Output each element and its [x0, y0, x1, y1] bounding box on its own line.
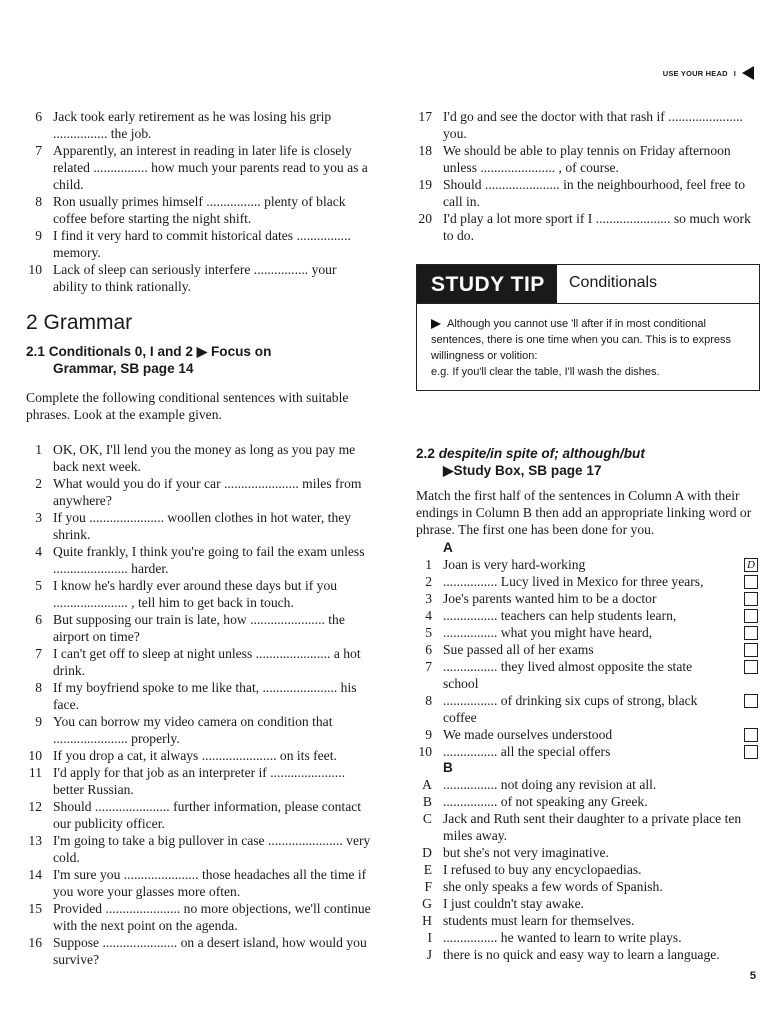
item-number: 4: [35, 544, 42, 559]
item-number: 11: [28, 765, 42, 780]
item-number: 5: [425, 625, 432, 640]
item-number: 7: [35, 646, 42, 661]
exercise-item: [416, 176, 762, 210]
section-2-2: [416, 445, 762, 963]
running-head-separator: I: [733, 68, 736, 78]
item-number: 5: [35, 578, 42, 593]
item-text: ................ he wanted to learn to write plays.: [443, 930, 682, 945]
item-number: 1: [35, 442, 42, 457]
item-number: 3: [35, 510, 42, 525]
answer-box[interactable]: [744, 660, 758, 674]
subsection-number: 2.2: [416, 446, 435, 461]
item-number: C: [422, 811, 432, 826]
exercise-item: [26, 475, 371, 509]
item-text: We made ourselves understood: [443, 727, 613, 742]
study-tip-example: e.g. If you'll clear the table, I'll wash the dishes.: [431, 366, 660, 378]
item-number: 8: [425, 693, 432, 708]
item-text: I'd apply for that job as an interpreter if ...................... better Russian.: [53, 765, 345, 797]
exercise-item: [26, 261, 371, 295]
subsection-title: Conditionals 0, I and 2 ▶ Focus on: [48, 344, 272, 359]
column-a-item: [416, 590, 762, 607]
item-text: she only speaks a few words of Spanish.: [443, 879, 663, 894]
item-text: I just couldn't stay awake.: [443, 896, 584, 911]
item-number: 8: [35, 194, 42, 209]
item-number: 6: [425, 642, 432, 657]
exercise-item: [26, 227, 371, 261]
column-b-item: [416, 844, 762, 861]
column-b-item: [416, 793, 762, 810]
study-tip-label: STUDY TIP: [417, 265, 557, 303]
column-a-item: [416, 658, 762, 692]
item-number: 1: [425, 557, 432, 572]
item-number: 4: [425, 608, 432, 623]
item-text: Joan is very hard-working: [443, 557, 586, 572]
item-text: If you drop a cat, it always ...................... on its feet.: [53, 748, 337, 763]
item-text: If you ...................... woollen clothes in hot water, they shrink.: [53, 510, 352, 542]
exercise-item: [26, 142, 371, 193]
item-number: 7: [425, 659, 432, 674]
item-number: F: [424, 879, 432, 894]
continued-exercise-list: [26, 108, 371, 295]
column-b-item: [416, 861, 762, 878]
column-b-item: [416, 776, 762, 793]
column-b-item: [416, 810, 762, 844]
column-a-item: [416, 607, 762, 624]
item-number: 10: [418, 744, 432, 759]
column-b-item: [416, 912, 762, 929]
left-column: [26, 108, 371, 968]
item-text: Sue passed all of her exams: [443, 642, 594, 657]
running-head-text: USE YOUR HEAD: [662, 68, 728, 78]
exercise-item: [26, 764, 371, 798]
item-number: D: [422, 845, 432, 860]
answer-box[interactable]: [744, 592, 758, 606]
item-text: Quite frankly, I think you're going to fail the exam unless ...................... harder.: [53, 544, 365, 576]
answer-box[interactable]: [744, 694, 758, 708]
exercise-item: [26, 611, 371, 645]
item-text: ................ Lucy lived in Mexico for three years,: [443, 574, 704, 589]
column-a-item: [416, 726, 762, 743]
item-number: 10: [28, 748, 42, 763]
answer-box[interactable]: D: [744, 558, 758, 572]
item-text: ................ not doing any revision at all.: [443, 777, 657, 792]
column-a-item: [416, 692, 762, 726]
item-number: 6: [35, 109, 42, 124]
column-a-item: [416, 624, 762, 641]
answer-box[interactable]: [744, 728, 758, 742]
triangle-marker-icon: [742, 66, 754, 80]
answer-box[interactable]: [744, 626, 758, 640]
grammar-exercise-list-continued: [416, 108, 762, 244]
item-text: But supposing our train is late, how ...................... the airport on time?: [53, 612, 345, 644]
exercise-item: [26, 679, 371, 713]
item-number: 20: [418, 211, 432, 226]
instruction-text: Match the first half of the sentences in Column A with their endings in Column B then add an appropriate linking word or phrase. The first one has been done for you.: [416, 488, 752, 537]
right-column: [416, 108, 762, 963]
item-text: If my boyfriend spoke to me like that, ...................... his face.: [53, 680, 357, 712]
item-number: 10: [28, 262, 42, 277]
column-b-item: [416, 946, 762, 963]
item-text: ................ they lived almost opposite the state school: [443, 659, 693, 691]
item-number: 7: [35, 143, 42, 158]
subsection-title-line2: ▶Study Box, SB page 17: [443, 463, 602, 478]
exercise-item: [26, 543, 371, 577]
exercise-item: [416, 108, 762, 142]
exercise-item: [416, 142, 762, 176]
column-a-label: A: [443, 540, 453, 555]
item-number: 14: [28, 867, 42, 882]
column-a-item: [416, 573, 762, 590]
exercise-item: [26, 866, 371, 900]
item-number: 15: [28, 901, 42, 916]
exercise-item: [26, 645, 371, 679]
study-tip-box: [416, 264, 760, 391]
exercise-item: [416, 210, 762, 244]
item-text: Should ...................... in the neighbourhood, feel free to call in.: [443, 177, 746, 209]
section-title: 2 Grammar: [26, 311, 133, 334]
item-text: there is no quick and easy way to learn a language.: [443, 947, 720, 962]
item-text: Apparently, an interest in reading in later life is closely related ................ how much your parents read to you as a child.: [53, 143, 368, 192]
exercise-item: [26, 441, 371, 475]
item-number: I: [427, 930, 432, 945]
item-text: but she's not very imaginative.: [443, 845, 609, 860]
item-text: ................ teachers can help students learn,: [443, 608, 677, 623]
item-number: G: [422, 896, 432, 911]
answer-box[interactable]: [744, 575, 758, 589]
item-number: 16: [28, 935, 42, 950]
item-text: I'm going to take a big pullover in case ...................... very cold.: [53, 833, 371, 865]
study-tip-header: [417, 265, 759, 304]
item-number: 9: [35, 228, 42, 243]
item-text: ................ all the special offers: [443, 744, 611, 759]
item-text: OK, OK, I'll lend you the money as long as you pay me back next week.: [53, 442, 356, 474]
item-text: students must learn for themselves.: [443, 913, 635, 928]
subsection-number: 2.1: [26, 344, 45, 359]
grammar-exercise-list: [26, 441, 371, 968]
exercise-item: [26, 713, 371, 747]
answer-box[interactable]: [744, 745, 758, 759]
column-a-item: [416, 556, 762, 573]
exercise-item: [26, 798, 371, 832]
item-text: Joe's parents wanted him to be a doctor: [443, 591, 657, 606]
item-number: 12: [28, 799, 42, 814]
item-number: B: [422, 794, 432, 809]
item-text: What would you do if your car ...................... miles from anywhere?: [53, 476, 362, 508]
subsection-heading-2-2: [416, 445, 762, 479]
column-b-label: B: [443, 760, 453, 775]
item-text: Ron usually primes himself ................ plenty of black coffee before starting the night shift.: [53, 194, 346, 226]
item-number: 2: [35, 476, 42, 491]
item-text: You can borrow my video camera on condition that ...................... properly.: [53, 714, 333, 746]
item-text: I'd play a lot more sport if I ...................... so much work to do.: [443, 211, 751, 243]
item-number: 9: [425, 727, 432, 742]
item-text: ................ of drinking six cups of strong, black coffee: [443, 693, 698, 725]
item-number: A: [422, 777, 432, 792]
column-b-list: [416, 776, 762, 963]
item-text: Provided ...................... no more objections, we'll continue with the next point on the agenda.: [53, 901, 371, 933]
exercise-item: [26, 832, 371, 866]
item-text: I'd go and see the doctor with that rash if ...................... you.: [443, 109, 743, 141]
exercise-item: [26, 193, 371, 227]
answer-box[interactable]: [744, 609, 758, 623]
item-text: Jack took early retirement as he was losing his grip ................ the job.: [53, 109, 332, 141]
item-number: 13: [28, 833, 42, 848]
item-text: I know he's hardly ever around these days but if you ...................... , tell him to get back in touch.: [53, 578, 338, 610]
item-number: J: [426, 947, 432, 962]
answer-box[interactable]: [744, 643, 758, 657]
item-number: 17: [418, 109, 432, 124]
subsection-title: despite/in spite of; although/but: [438, 446, 645, 461]
item-number: E: [423, 862, 432, 877]
exercise-item: [26, 108, 371, 142]
study-tip-text: Although you cannot use 'll after if in most conditional sentences, there is one time when you can. This is to express willingness or volition:: [431, 318, 732, 362]
column-a-list: [416, 556, 762, 760]
instruction-text: Complete the following conditional sentences with suitable phrases. Look at the example given.: [26, 390, 349, 422]
item-text: I'm sure you ...................... those headaches all the time if you wore your glasses more often.: [53, 867, 367, 899]
subsection-title-line2: Grammar, SB page 14: [53, 361, 194, 376]
exercise-item: [26, 509, 371, 543]
item-text: I refused to buy any encyclopaedias.: [443, 862, 642, 877]
study-tip-title: Conditionals: [569, 274, 658, 291]
arrow-right-icon: [431, 319, 441, 329]
column-b-item: [416, 929, 762, 946]
item-text: ................ what you might have heard,: [443, 625, 653, 640]
column-a-item: [416, 641, 762, 658]
study-tip-body: [417, 304, 759, 390]
item-number: 18: [418, 143, 432, 158]
item-number: 2: [425, 574, 432, 589]
item-text: Should ...................... further information, please contact our publicity officer.: [53, 799, 362, 831]
running-head: [663, 65, 754, 81]
column-b-item: [416, 895, 762, 912]
exercise-item: [26, 934, 371, 968]
item-text: Lack of sleep can seriously interfere ................ your ability to think rationally.: [53, 262, 337, 294]
item-text: ................ of not speaking any Greek.: [443, 794, 648, 809]
item-number: 6: [35, 612, 42, 627]
item-text: I can't get off to sleep at night unless ...................... a hot drink.: [53, 646, 361, 678]
item-text: Suppose ...................... on a desert island, how would you survive?: [53, 935, 367, 967]
column-b-item: [416, 878, 762, 895]
item-number: 8: [35, 680, 42, 695]
item-number: 3: [425, 591, 432, 606]
exercise-item: [26, 900, 371, 934]
column-a-item: [416, 743, 762, 760]
item-text: We should be able to play tennis on Friday afternoon unless ...................... , of course.: [443, 143, 731, 175]
item-number: 19: [418, 177, 432, 192]
item-text: Jack and Ruth sent their daughter to a private place ten miles away.: [443, 811, 742, 843]
subsection-heading-2-1: [26, 343, 371, 377]
item-number: 9: [35, 714, 42, 729]
exercise-item: [26, 577, 371, 611]
item-text: I find it very hard to commit historical dates ................ memory.: [53, 228, 351, 260]
exercise-item: [26, 747, 371, 764]
page-number: 5: [749, 970, 756, 982]
item-number: H: [422, 913, 432, 928]
